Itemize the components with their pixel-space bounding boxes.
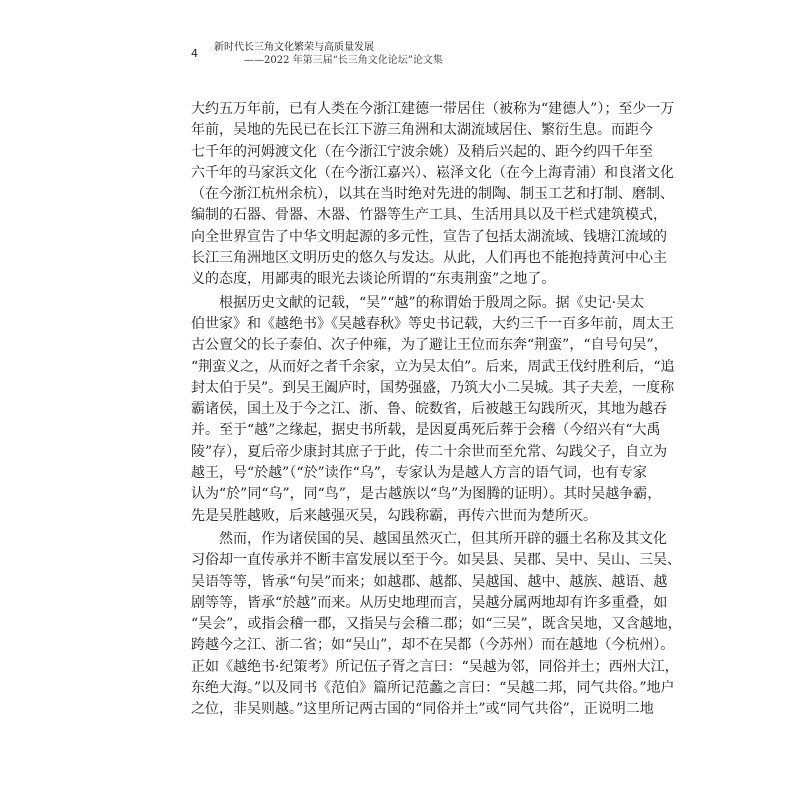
text-line: 习俗却一直传承并不断丰富发展以至于今。如吴县、吴郡、吴中、吴山、三吴、: [191, 552, 681, 569]
running-header: [191, 41, 611, 69]
text-line: 长江三角洲地区文明历史的悠久与发达。从此，人们再也不能抱持黄河中心主: [191, 250, 667, 267]
text-line: 吴语等等，皆承“句吴”而来；如越郡、越都、吴越国、越中、越族、越语、越: [191, 573, 668, 590]
text-line: 越王，号“於越”（“於”读作“乌”，专家认为是越人方言的语气词，也有专家: [191, 465, 647, 482]
text-line: 封太伯于吴”。到吴王阖庐时，国势强盛，乃筑大小二吴城。其子夫差，一度称: [191, 379, 675, 396]
header-text: [214, 41, 443, 67]
text-line: 根据历史文献的记载，“吴”“越”的称谓始于殷周之际。据《史记·吴太: [191, 294, 645, 311]
text-line: 义的态度，用鄙夷的眼光去谈论所谓的“东夷荆蛮”之地了。: [191, 271, 556, 288]
text-line: 编制的石器、骨器、木器、竹器等生产工具、生活用具以及干栏式建筑模式，: [191, 207, 667, 224]
text-line: 古公亶父的长子泰伯、次子仲雍，为了避让王位而东奔“荆蛮”，“自号句吴”，: [191, 337, 668, 354]
text-line: 并。至于“越”之缘起，据史书所载，是因夏禹死后葬于会稽（今绍兴有“大禹: [191, 422, 661, 439]
text-line: 伯世家》和《越绝书》《吴越春秋》等史书记载，大约三千一百多年前，周太王: [191, 315, 674, 332]
text-line: 然而，作为诸侯国的吴、越国虽然灭亡，但其所开辟的疆土名称及其文化: [191, 530, 667, 547]
text-line: 霸诸侯，国土及于今之江、浙、鲁、皖数省，后被越王勾践所灭，其地为越吞: [191, 401, 667, 418]
text-line: 剧等等，皆承“於越”而来。从历史地理而言，吴越分属两地却有许多重叠，如: [191, 594, 668, 611]
text-line: 跨越今之江、浙二省；如“吴山”，却不在吴都（今苏州）而在越地（今杭州）。: [191, 637, 675, 654]
text-line: 年前，吴地的先民已在长江下游三角洲和太湖流域居住、繁衍生息。而距今: [191, 122, 653, 139]
text-line: “荆蛮义之，从而好之者千余家，立为吴太伯”。后来，周武王伐纣胜利后，“追: [191, 358, 675, 375]
book-title: 新时代长三角文化繁荣与高质量发展: [214, 42, 374, 53]
text-line: 正如《越绝书·纪策考》所记伍子胥之言曰：“吴越为邻，同俗并土；西州大江，: [191, 658, 679, 675]
body-text: [191, 99, 682, 721]
text-line: 向全世界宣告了中华文明起源的多元性，宣告了包括太湖流域、钱塘江流域的: [191, 228, 667, 245]
text-line: 陵”存），夏后帝少康封其庶子于此，传二十余世而至允常、勾践父子，自立为: [191, 443, 668, 460]
text-line: 先是吴胜越败，后来越强灭吴，勾践称霸，再传六世而为楚所灭。: [191, 507, 597, 524]
page-number: 4: [191, 47, 198, 60]
text-line: 东绝大海。”以及同书《范伯》篇所记范蠡之言曰：“吴越二邦，同气共俗。”地户: [191, 680, 675, 697]
text-line: 七千年的河姆渡文化（在今浙江宁波余姚）及稍后兴起的、距今约四千年至: [191, 143, 653, 160]
text-line: 六千年的马家浜文化（在今浙江嘉兴）、崧泽文化（在今上海青浦）和良渚文化: [191, 164, 674, 181]
text-line: 认为“於”同“乌”，同“鸟”，是古越族以“鸟”为图腾的证明）。其时吴越争霸，: [191, 486, 662, 503]
text-line: 之位，非吴则越。”这里所记两古国的“同俗并土”或“同气共俗”，正说明二地: [191, 701, 654, 718]
book-subtitle: ——2022 年第三届“长三角文化论坛”论文集: [244, 55, 443, 66]
text-line: （在今浙江杭州余杭），以其在当时绝对先进的制陶、制玉工艺和打制、磨制、: [191, 186, 674, 203]
text-line: “吴会”，或指会稽一郡，又指吴与会稽二郡；如“三吴”，既含吴地，又含越地，: [191, 616, 682, 633]
text-line: 大约五万年前，已有人类在今浙江建德一带居住（被称为“建德人”）；至少一万: [191, 101, 675, 117]
